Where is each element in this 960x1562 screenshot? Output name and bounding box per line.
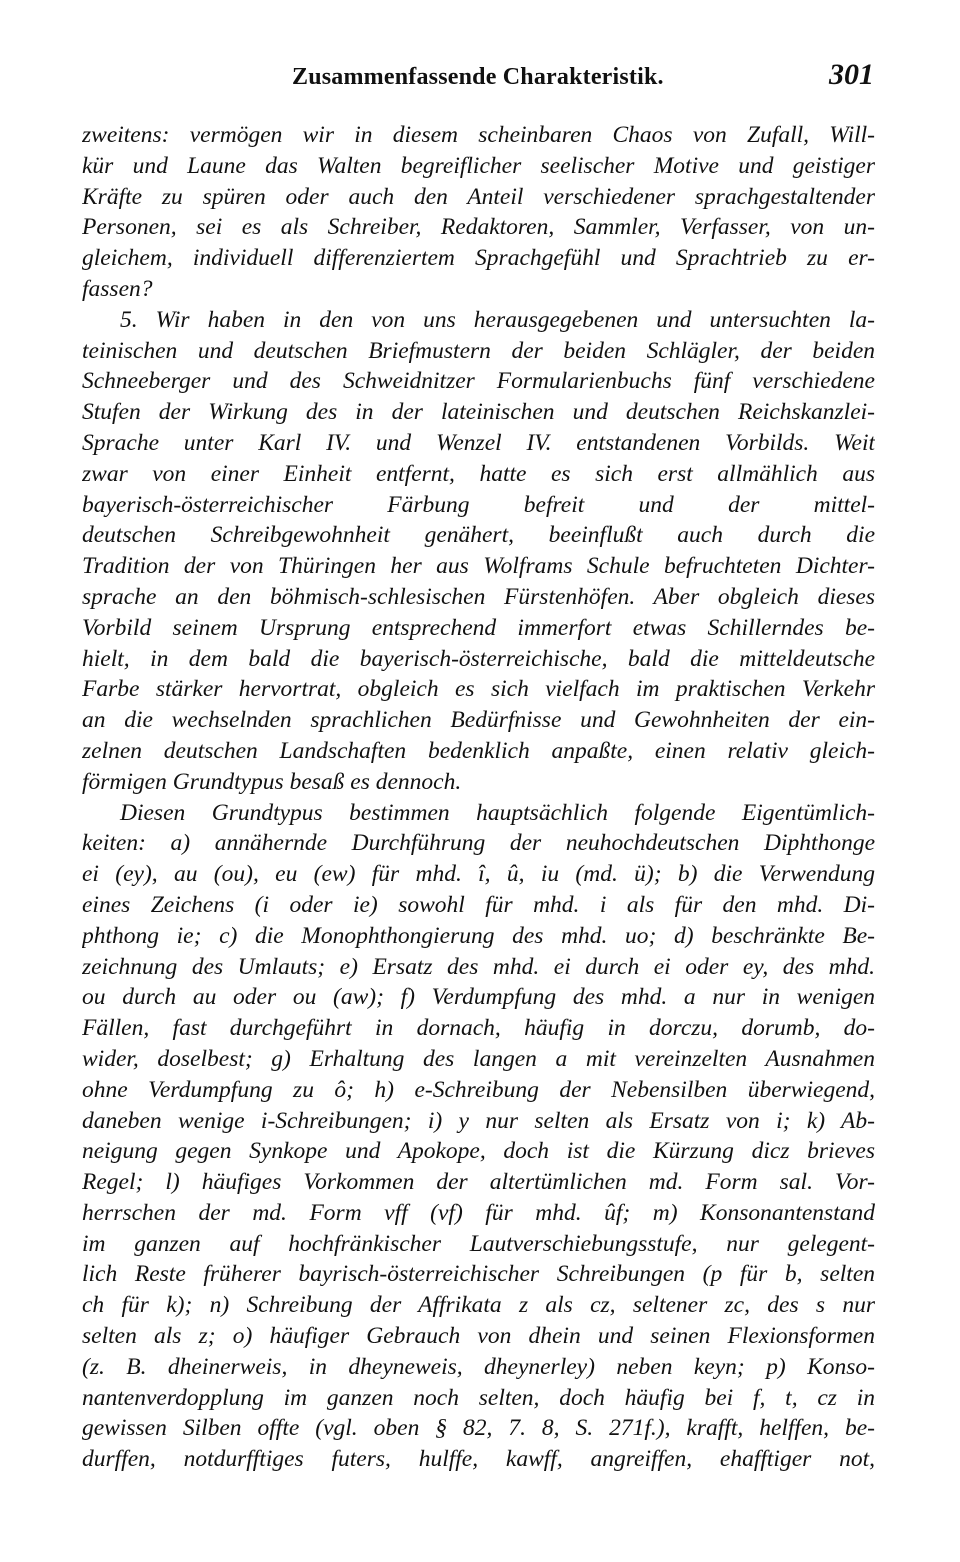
text-line: sprache an den böhmisch-schlesischen Fürstenhöfen. Aber obgleich dieses (82, 583, 875, 610)
text-line: teinischen und deutschen Briefmustern der beiden Schlägler, der beiden (82, 337, 875, 364)
text-line: förmigen Grundtypus besaß es dennoch. (82, 768, 462, 795)
text-line: deutschen Schreibgewohnheit genähert, beeinflußt auch durch die (82, 522, 875, 549)
text-line: zelnen deutschen Landschaften bedenklich anpaßte, einen relativ gleich- (82, 737, 875, 764)
body-text (82, 120, 875, 1475)
text-line: daneben wenige i-Schreibungen; i) y nur selten als Ersatz von i; k) Ab- (82, 1107, 875, 1134)
text-line: 5. Wir haben in den von uns herausgegebenen und untersuchten la- (120, 306, 875, 333)
text-line: Vorbild seinem Ursprung entsprechend immerfort etwas Schillerndes be- (82, 614, 875, 641)
running-head-title: Zusammenfassende Charakteristik. (292, 64, 664, 90)
text-line: kür und Laune das Walten begreiflicher seelischer Motive und geistiger (82, 152, 875, 179)
text-line: gewissen Silben offte (vgl. oben § 82, 7. 8, S. 271f.), krafft, helffen, be- (82, 1415, 875, 1442)
text-line: gleichem, individuell differenziertem Sprachgefühl und Sprachtrieb zu er- (82, 245, 875, 272)
text-line: Farbe stärker hervortrat, obgleich es sich vielfach im praktischen Verkehr (82, 676, 875, 703)
text-line: Stufen der Wirkung des in der lateinischen und deutschen Reichskanzlei- (82, 399, 875, 426)
text-line: Schneeberger und des Schweidnitzer Formularienbuchs fünf verschiedene (82, 368, 875, 395)
text-line: zweitens: vermögen wir in diesem scheinbaren Chaos von Zufall, Will- (82, 122, 875, 148)
text-line: Regel; l) häufiges Vorkommen der altertümlichen md. Form sal. Vor- (82, 1169, 875, 1196)
running-head (82, 58, 874, 98)
text-line: nantenverdopplung im ganzen noch selten, doch häufig bei f, t, cz in (82, 1384, 875, 1411)
text-line: eines Zeichens (i oder ie) sowohl für mhd. i als für den mhd. Di- (82, 891, 875, 918)
text-line: ohne Verdumpfung zu ô; h) e-Schreibung der Nebensilben überwiegend, (82, 1076, 875, 1103)
text-line: (z. B. dheinerweis, in dheyneweis, dheynerley) neben keyn; p) Konso- (82, 1353, 875, 1380)
text-line: neigung gegen Synkope und Apokope, doch ist die Kürzung dicz brieves (82, 1138, 875, 1165)
text-line: Sprache unter Karl IV. und Wenzel IV. entstandenen Vorbilds. Weit (82, 429, 875, 456)
page-number: 301 (829, 58, 874, 91)
text-line: hielt, in dem bald die bayerisch-österreichische, bald die mitteldeutsche (82, 645, 875, 672)
text-line: bayerisch-österreichischer Färbung befreit und der mittel- (82, 491, 875, 518)
text-line: keiten: a) annähernde Durchführung der neuhochdeutschen Diphthonge (82, 830, 875, 857)
text-line: phthong ie; c) die Monophthongierung des mhd. uo; d) beschränkte Be- (82, 922, 875, 949)
text-line: Personen, sei es als Schreiber, Redaktoren, Sammler, Verfasser, von un- (82, 214, 875, 241)
text-line: herrschen der md. Form vff (vf) für mhd. ûf; m) Konsonantenstand (82, 1199, 875, 1226)
text-line: an die wechselnden sprachlichen Bedürfnisse und Gewohnheiten der ein- (82, 707, 875, 734)
text-line: lich Reste früherer bayrisch-österreichischer Schreibungen (p für b, selten (82, 1261, 875, 1288)
text-line: durffen, notdurfftiges futers, hulffe, kawff, angreiffen, ehafftiger not, (82, 1446, 875, 1473)
text-line: ch für k); n) Schreibung der Affrikata z als cz, seltener zc, des s nur (82, 1292, 875, 1319)
text-line: ei (ey), au (ou), eu (ew) für mhd. î, û, iu (md. ü); b) die Verwendung (82, 861, 875, 888)
text-line: Tradition der von Thüringen her aus Wolframs Schule befruchteten Dichter- (82, 553, 875, 580)
text-line: Fällen, fast durchgeführt in dornach, häufig in dorczu, dorumb, do- (82, 1015, 875, 1042)
text-line: zwar von einer Einheit entfernt, hatte es sich erst allmählich aus (82, 460, 875, 487)
text-line: wider, doselbest; g) Erhaltung des langen a mit vereinzelten Ausnahmen (82, 1045, 875, 1072)
text-line: Diesen Grundtypus bestimmen hauptsächlich folgende Eigentümlich- (120, 799, 875, 826)
text-line: zeichnung des Umlauts; e) Ersatz des mhd. ei durch ei oder ey, des mhd. (82, 953, 875, 980)
text-line: selten als z; o) häufiger Gebrauch von dhein und seinen Flexionsformen (82, 1323, 875, 1350)
text-line: fassen? (82, 275, 153, 302)
text-line: im ganzen auf hochfränkischer Lautverschiebungsstufe, nur gelegent- (82, 1230, 875, 1257)
text-line: ou durch au oder ou (aw); f) Verdumpfung des mhd. a nur in wenigen (82, 984, 875, 1011)
text-line: Kräfte zu spüren oder auch den Anteil verschiedener sprachgestaltender (82, 183, 875, 210)
